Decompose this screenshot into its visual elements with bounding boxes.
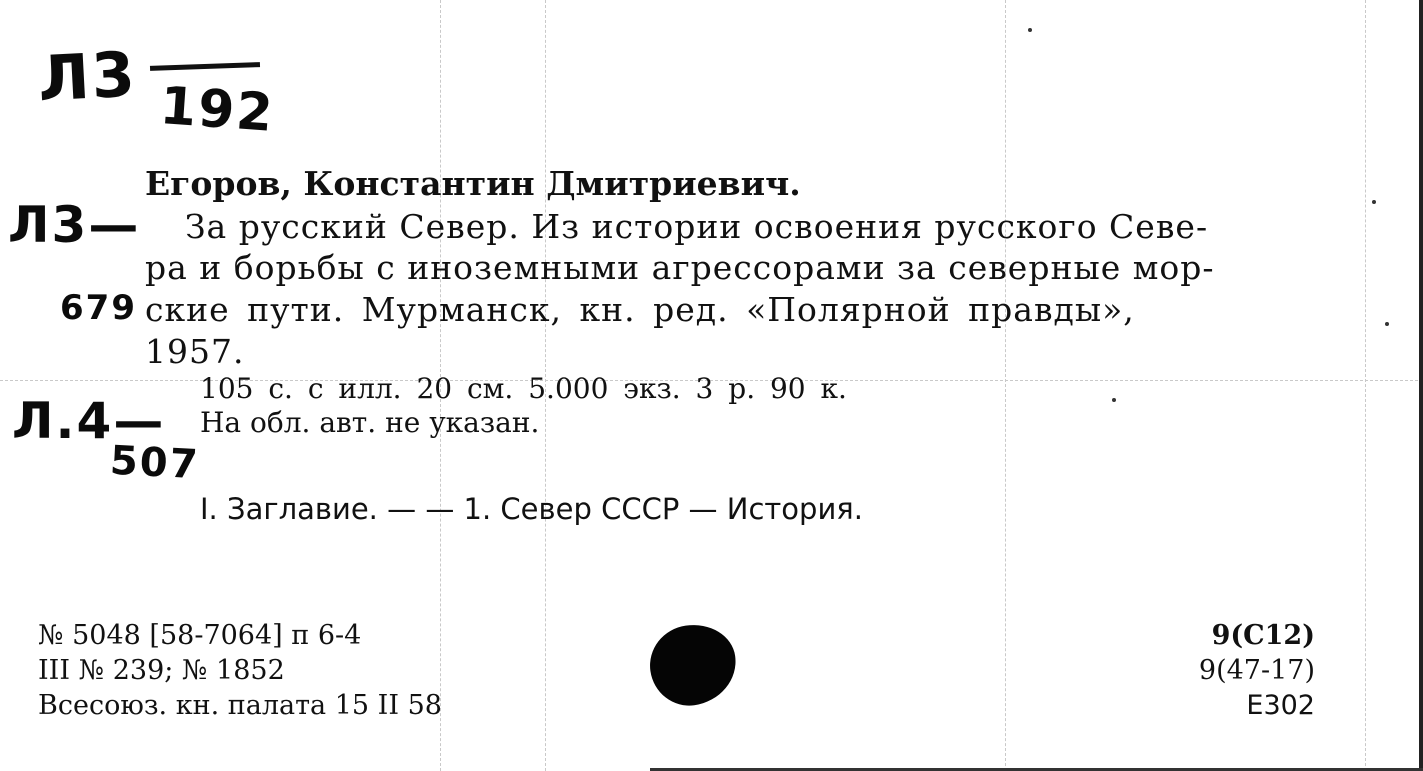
note-line: На обл. авт. не указан. <box>200 406 540 439</box>
scan-line <box>1005 0 1006 771</box>
handwritten-mark: Л3— <box>8 196 141 254</box>
handwritten-mark-number: 507 <box>108 437 201 489</box>
ink-blot <box>645 619 741 710</box>
handwritten-mark-number: 192 <box>158 76 277 144</box>
author-mark: Е302 <box>1246 690 1315 721</box>
title-line: ра и борьбы с иноземными агрессорами за северные мор- <box>145 248 1215 287</box>
classification-code: 9(47-17) <box>1198 655 1315 686</box>
classification-code: 9(С12) <box>1211 620 1315 651</box>
subject-tracing: I. Заглавие. — — 1. Север СССР — История. <box>200 492 863 526</box>
speck <box>1112 398 1116 402</box>
imprint-line: ские пути. Мурманск, кн. ред. «Полярной правды», <box>145 290 1135 329</box>
handwritten-mark: Л.4— <box>12 392 166 450</box>
imprint-year: 1957. <box>145 332 245 371</box>
author-heading: Егоров, Константин Дмитриевич. <box>145 164 801 203</box>
speck <box>1028 28 1032 32</box>
speck <box>1372 200 1376 204</box>
registry-number: III № 239; № 1852 <box>38 655 285 686</box>
speck <box>1385 322 1389 326</box>
physical-description: 105 с. с илл. 20 см. 5.000 экз. 3 р. 90 к. <box>200 372 847 405</box>
handwritten-mark: Л3 <box>36 37 139 116</box>
card-number: № 5048 [58-7064] п 6-4 <box>38 620 362 651</box>
title-line: За русский Север. Из истории освоения русского Севе- <box>185 207 1209 246</box>
handwritten-mark-number: 679 <box>60 288 137 328</box>
scan-line <box>1365 0 1366 771</box>
card-edge <box>1419 0 1423 771</box>
publisher-chamber: Всесоюз. кн. палата 15 II 58 <box>38 690 442 721</box>
handwritten-fraction-bar <box>150 62 260 71</box>
